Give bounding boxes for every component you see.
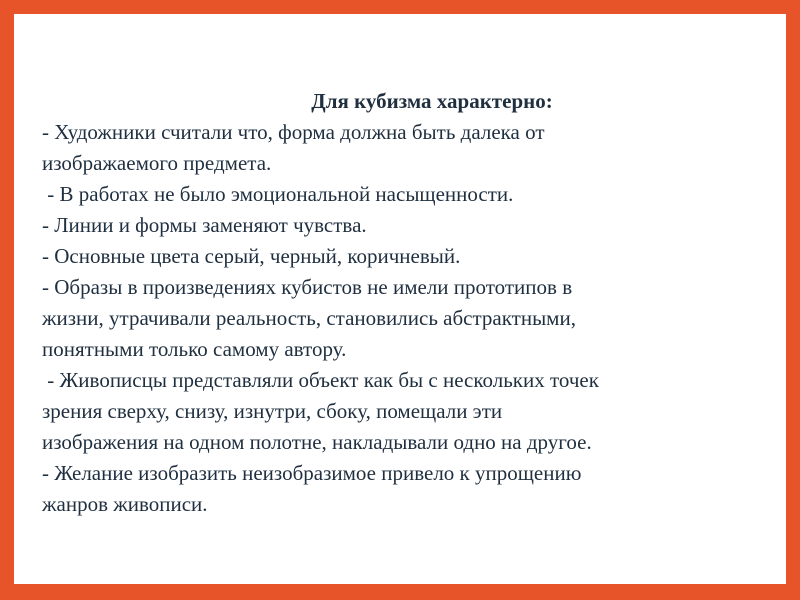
text-line-8: понятными только самому автору. xyxy=(42,337,347,361)
text-line-3: - В работах не было эмоциональной насыщенности. xyxy=(42,182,514,206)
text-line-13: жанров живописи. xyxy=(42,492,208,516)
text-line-7: жизни, утрачивали реальность, становились абстрактными, xyxy=(42,306,576,330)
slide-panel xyxy=(14,14,786,584)
text-line-2: изображаемого предмета. xyxy=(42,151,272,175)
text-line-11: изображения на одном полотне, накладывали одно на другое. xyxy=(42,430,592,454)
text-line-9: - Живописцы представляли объект как бы с нескольких точек xyxy=(42,368,599,392)
text-line-6: - Образы в произведениях кубистов не имели прототипов в xyxy=(42,275,573,299)
slide-title: Для кубизма характерно: xyxy=(311,89,553,113)
text-line-5: - Основные цвета серый, черный, коричневый. xyxy=(42,244,461,268)
text-line-12: - Желание изобразить неизобразимое привело к упрощению xyxy=(42,461,582,485)
text-line-1: - Художники считали что, форма должна быть далека от xyxy=(42,120,545,144)
slide-content xyxy=(42,86,762,520)
text-line-10: зрения сверху, снизу, изнутри, сбоку, помещали эти xyxy=(42,399,503,423)
text-line-4: - Линии и формы заменяют чувства. xyxy=(42,213,367,237)
